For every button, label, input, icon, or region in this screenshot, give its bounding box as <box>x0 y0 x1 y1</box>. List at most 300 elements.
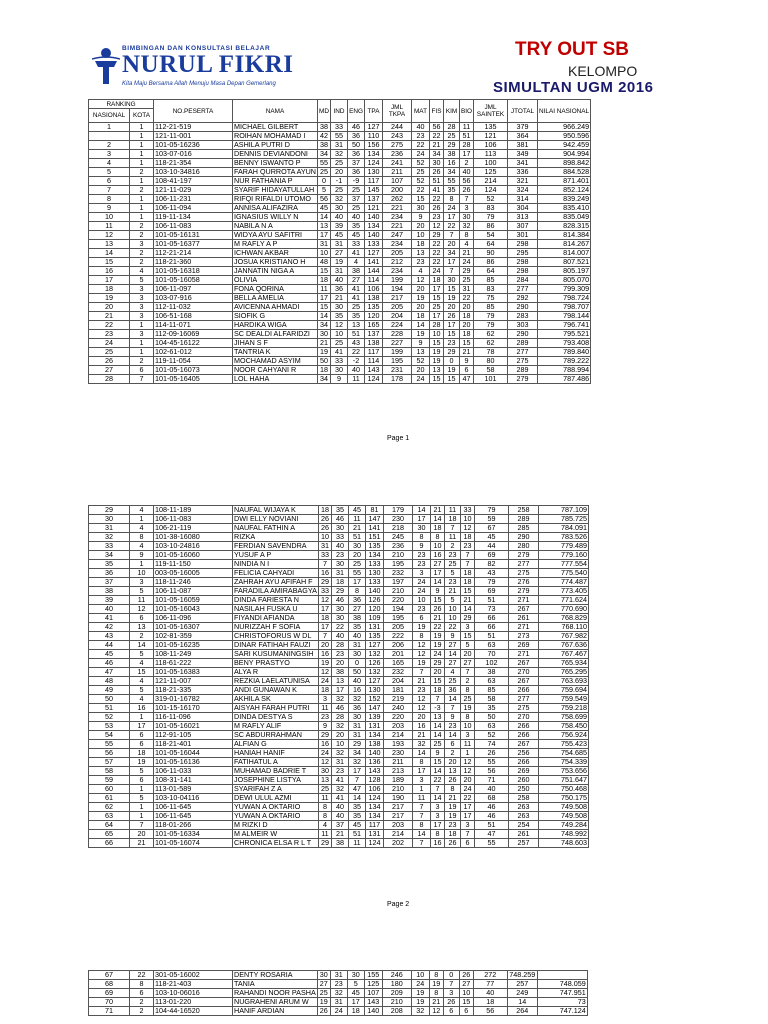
cell-nama: M RAFLY ALIF <box>233 722 319 731</box>
cell-jml-tkpa: 275 <box>383 141 412 150</box>
cell-ind: 20 <box>331 731 348 740</box>
cell-rank-nasional: 61 <box>89 794 130 803</box>
col-tpa: TPA <box>365 100 383 123</box>
cell-rank-kota: 15 <box>130 668 154 677</box>
cell-kim: 7 <box>443 980 459 989</box>
cell-no-peserta: 101-05-16021 <box>154 722 233 731</box>
cell-jml-tkpa: 107 <box>383 177 412 186</box>
cell-jtotal: 275 <box>508 357 538 366</box>
ranking-table-page-1 <box>88 99 591 384</box>
cell-kim: 16 <box>444 159 460 168</box>
table-row <box>89 650 589 659</box>
ranking-rows-page-1 <box>89 123 591 384</box>
cell-rank-kota: 5 <box>130 276 154 285</box>
cell-md: 15 <box>318 267 331 276</box>
cell-no-peserta: 106-11-645 <box>154 812 233 821</box>
cell-mat: 7 <box>412 812 430 821</box>
cell-nilai-nasional: 966.249 <box>538 123 591 132</box>
cell-ind: 21 <box>331 294 348 303</box>
cell-jml-tkpa: 227 <box>383 339 412 348</box>
table-row <box>89 267 591 276</box>
cell-nilai-nasional: 799.309 <box>538 285 591 294</box>
cell-kim: 0 <box>444 357 460 366</box>
cell-fis: 18 <box>430 686 444 695</box>
cell-eng: 41 <box>348 249 365 258</box>
cell-mat: 22 <box>412 186 430 195</box>
cell-fis: 19 <box>430 641 444 650</box>
cell-eng: 34 <box>348 749 365 758</box>
cell-jtotal: 279 <box>508 551 538 560</box>
cell-tpa: 140 <box>365 587 383 596</box>
cell-tpa: 147 <box>365 515 383 524</box>
cell-eng: 17 <box>348 578 365 587</box>
cell-kim: 6 <box>444 740 460 749</box>
cell-ind: 30 <box>331 366 348 375</box>
cell-kim: 3 <box>443 989 459 998</box>
cell-md: 34 <box>318 375 331 384</box>
cell-jtotal: 266 <box>508 722 538 731</box>
cell-rank-kota: 1 <box>130 339 154 348</box>
cell-tpa: 133 <box>365 578 383 587</box>
report-title: TRY OUT SB <box>515 39 630 60</box>
cell-md: 29 <box>318 578 331 587</box>
cell-kim: 17 <box>444 258 460 267</box>
cell-jml-saintek: 58 <box>474 695 508 704</box>
cell-eng: 25 <box>348 204 365 213</box>
cell-jml-saintek: 85 <box>474 276 508 285</box>
cell-nilai-nasional: 750.175 <box>538 794 588 803</box>
cell-nama: AVICENNA AHMADI <box>233 303 318 312</box>
cell-eng: 0 <box>348 659 365 668</box>
cell-jtotal: 267 <box>508 677 538 686</box>
cell-ind: 30 <box>331 204 348 213</box>
table-row <box>89 668 589 677</box>
cell-no-peserta: 101-05-16136 <box>154 758 233 767</box>
cell-md: 16 <box>318 569 331 578</box>
cell-rank-kota: 4 <box>130 677 154 686</box>
cell-jml-tkpa: 224 <box>383 321 412 330</box>
cell-mat: 9 <box>412 542 430 551</box>
cell-eng: 36 <box>348 168 365 177</box>
cell-mat: 12 <box>412 276 430 285</box>
cell-md: 17 <box>318 294 331 303</box>
cell-rank-nasional: 45 <box>89 650 130 659</box>
cell-md: 18 <box>318 366 331 375</box>
cell-kim: 19 <box>444 812 460 821</box>
cell-rank-nasional: 67 <box>89 971 130 980</box>
cell-no-peserta: 106-51-168 <box>154 312 233 321</box>
cell-md: 13 <box>318 776 331 785</box>
cell-fis: 19 <box>430 348 444 357</box>
cell-jml-saintek: 79 <box>474 321 508 330</box>
cell-jtotal: 261 <box>508 614 538 623</box>
cell-bio: 3 <box>460 821 474 830</box>
cell-eng: 40 <box>348 213 365 222</box>
cell-kim: 7 <box>444 524 460 533</box>
cell-jml-saintek: 73 <box>474 605 508 614</box>
cell-mat: 8 <box>412 821 430 830</box>
cell-jml-tkpa: 178 <box>383 375 412 384</box>
cell-rank-kota: 5 <box>130 587 154 596</box>
cell-rank-kota: 1 <box>130 195 154 204</box>
cell-rank-nasional: 28 <box>89 375 130 384</box>
cell-ind: 31 <box>330 998 347 1007</box>
cell-mat: 32 <box>411 1007 429 1016</box>
cell-jml-saintek: 86 <box>474 258 508 267</box>
cell-rank-nasional: 66 <box>89 839 130 848</box>
cell-no-peserta: 108-11-249 <box>154 650 233 659</box>
cell-nilai-nasional: 755.423 <box>538 740 588 749</box>
cell-nilai-nasional: 835.049 <box>538 213 591 222</box>
cell-jml-saintek: 74 <box>474 740 508 749</box>
cell-bio: 15 <box>460 339 474 348</box>
cell-jml-saintek: 62 <box>474 330 508 339</box>
cell-rank-nasional: 59 <box>89 776 130 785</box>
cell-fis: 19 <box>429 980 443 989</box>
cell-nama: AISYAH FARAH PUTRI <box>233 704 319 713</box>
cell-nilai-nasional: 747.124 <box>537 1007 587 1016</box>
table-row <box>89 276 591 285</box>
cell-mat: 12 <box>412 695 430 704</box>
cell-eng: 35 <box>348 623 365 632</box>
col-kota: KOTA <box>130 109 154 123</box>
cell-tpa: 139 <box>365 713 383 722</box>
cell-nama: YUSUF A P <box>233 551 319 560</box>
cell-bio: 12 <box>460 758 474 767</box>
cell-md: 33 <box>318 551 331 560</box>
table-row <box>89 569 589 578</box>
cell-jtotal: 298 <box>508 267 538 276</box>
cell-jml-tkpa: 200 <box>383 186 412 195</box>
cell-mat: 3 <box>412 569 430 578</box>
cell-ind: 36 <box>331 285 348 294</box>
cell-jtotal: 295 <box>508 249 538 258</box>
table-row <box>89 321 591 330</box>
cell-ind: 32 <box>331 695 348 704</box>
cell-no-peserta: 103-10-06016 <box>154 989 233 998</box>
cell-mat: 10 <box>412 596 430 605</box>
cell-rank-kota: 22 <box>130 971 154 980</box>
cell-rank-kota: 4 <box>130 524 154 533</box>
cell-ind: 20 <box>331 659 348 668</box>
cell-eng: 7 <box>348 776 365 785</box>
cell-eng: 30 <box>348 713 365 722</box>
cell-jml-saintek: 63 <box>474 641 508 650</box>
cell-jml-tkpa: 245 <box>383 533 412 542</box>
cell-fis: 10 <box>430 330 444 339</box>
cell-eng: 33 <box>348 240 365 249</box>
cell-jml-tkpa: 210 <box>383 785 412 794</box>
cell-jml-tkpa: 210 <box>383 587 412 596</box>
cell-jml-tkpa: 214 <box>383 731 412 740</box>
cell-eng: 36 <box>348 704 365 713</box>
cell-rank-kota: 1 <box>130 177 154 186</box>
cell-no-peserta: 108-41-197 <box>154 177 233 186</box>
cell-bio: 51 <box>460 132 474 141</box>
cell-jml-tkpa: 194 <box>383 605 412 614</box>
cell-tpa: 117 <box>365 348 383 357</box>
cell-jml-saintek: 101 <box>474 375 508 384</box>
cell-fis: 9 <box>430 749 444 758</box>
cell-eng: 38 <box>348 267 365 276</box>
cell-mat: 18 <box>412 312 430 321</box>
cell-jtotal: 290 <box>508 330 538 339</box>
cell-ind: 25 <box>331 159 348 168</box>
cell-nilai-nasional: 770.690 <box>538 605 588 614</box>
cell-mat: 22 <box>412 141 430 150</box>
cell-rank-kota: 1 <box>130 321 154 330</box>
cell-rank-kota: 1 <box>130 159 154 168</box>
cell-bio: 47 <box>460 375 474 384</box>
cell-jml-tkpa: 195 <box>383 560 412 569</box>
cell-kim: 20 <box>444 240 460 249</box>
cell-kim: 23 <box>444 821 460 830</box>
cell-tpa: 106 <box>365 285 383 294</box>
cell-jml-tkpa: 210 <box>383 551 412 560</box>
cell-kim: 26 <box>444 776 460 785</box>
cell-md: 18 <box>318 614 331 623</box>
cell-mat: 20 <box>412 303 430 312</box>
cell-rank-nasional: 57 <box>89 758 130 767</box>
cell-kim: 11 <box>444 506 460 515</box>
cell-md: 29 <box>318 839 331 848</box>
cell-kim: 15 <box>444 285 460 294</box>
cell-jml-saintek: 85 <box>474 686 508 695</box>
cell-md: 25 <box>318 168 331 177</box>
cell-jml-tkpa: 195 <box>383 614 412 623</box>
cell-ind: 23 <box>330 980 347 989</box>
cell-bio: 20 <box>460 303 474 312</box>
cell-tpa: 165 <box>365 321 383 330</box>
cell-ind: 13 <box>331 677 348 686</box>
cell-jml-saintek: 64 <box>474 240 508 249</box>
cell-mat: 17 <box>412 767 430 776</box>
cell-rank-kota: 6 <box>130 989 154 998</box>
cell-no-peserta: 113-01-589 <box>154 785 233 794</box>
cell-rank-nasional: 53 <box>89 722 130 731</box>
cell-mat: 20 <box>412 222 430 231</box>
cell-ind: 31 <box>331 758 348 767</box>
cell-eng: 31 <box>348 731 365 740</box>
table-row <box>89 168 591 177</box>
cell-kim: 29 <box>444 141 460 150</box>
cell-fis: 16 <box>430 839 444 848</box>
cell-ind: 25 <box>331 339 348 348</box>
cell-nilai-nasional: 748.059 <box>537 980 587 989</box>
cell-rank-nasional: 14 <box>89 249 130 258</box>
cell-bio: 5 <box>460 641 474 650</box>
cell-ind: 41 <box>331 776 348 785</box>
cell-mat: 14 <box>412 830 430 839</box>
cell-nilai-nasional: 758.450 <box>538 722 588 731</box>
cell-jml-saintek: 44 <box>474 542 508 551</box>
cell-fis: 24 <box>430 267 444 276</box>
cell-rank-kota: 2 <box>130 249 154 258</box>
cell-kim: 38 <box>444 150 460 159</box>
table-row <box>89 348 591 357</box>
cell-eng: 50 <box>348 668 365 677</box>
cell-mat: 23 <box>412 605 430 614</box>
cell-no-peserta: 112-09-16069 <box>154 330 233 339</box>
table-row <box>89 749 589 758</box>
cell-no-peserta: 119-11-134 <box>154 213 233 222</box>
cell-fis: 28 <box>430 321 444 330</box>
cell-tpa: 143 <box>364 998 382 1007</box>
cell-no-peserta: 101-05-16318 <box>154 267 233 276</box>
cell-tpa: 151 <box>365 533 383 542</box>
cell-kim: 5 <box>444 596 460 605</box>
cell-ind: 24 <box>330 1007 347 1016</box>
cell-no-peserta: 101-05-16074 <box>154 839 233 848</box>
cell-jml-saintek: 100 <box>474 159 508 168</box>
cell-rank-kota: 5 <box>130 650 154 659</box>
cell-eng: 30 <box>348 542 365 551</box>
cell-nama: NUGRAHENI ARUM W <box>233 998 318 1007</box>
cell-jml-saintek: 63 <box>474 722 508 731</box>
cell-tpa: 134 <box>365 812 383 821</box>
cell-jml-tkpa: 209 <box>382 989 411 998</box>
cell-nama: DENTY ROSARIA <box>233 971 318 980</box>
cell-rank-nasional: 52 <box>89 713 130 722</box>
cell-ind: 22 <box>331 623 348 632</box>
cell-mat: 9 <box>412 213 430 222</box>
cell-jml-saintek: 214 <box>474 177 508 186</box>
cell-md: 30 <box>318 330 331 339</box>
cell-fis: 17 <box>430 312 444 321</box>
cell-nilai-nasional: 747.951 <box>537 989 587 998</box>
cell-ind: 33 <box>331 357 348 366</box>
cell-nama: RIFQI RIFALDI UTOMO <box>233 195 318 204</box>
cell-fis: 22 <box>430 776 444 785</box>
cell-bio: 2 <box>460 159 474 168</box>
cell-fis: 8 <box>429 989 443 998</box>
table-row <box>89 731 589 740</box>
cell-rank-kota: 17 <box>130 722 154 731</box>
cell-bio: 17 <box>460 803 474 812</box>
cell-md: 31 <box>318 240 331 249</box>
cell-jtotal: 277 <box>508 695 538 704</box>
cell-mat: 24 <box>411 980 429 989</box>
cell-ind: 31 <box>331 141 348 150</box>
cell-rank-kota: 6 <box>130 731 154 740</box>
cell-md: 20 <box>318 641 331 650</box>
cell-bio: 6 <box>460 839 474 848</box>
cell-eng: 45 <box>347 989 364 998</box>
cell-tpa: 106 <box>365 785 383 794</box>
cell-tpa: 130 <box>365 686 383 695</box>
cell-nama: SC ABDURRAHMAN <box>233 731 319 740</box>
cell-rank-nasional: 58 <box>89 767 130 776</box>
cell-jml-tkpa: 181 <box>383 686 412 695</box>
cell-no-peserta: 301-05-16002 <box>154 971 233 980</box>
cell-tpa: 131 <box>365 830 383 839</box>
col-fis: FIS <box>430 100 444 123</box>
cell-no-peserta: 106-21-119 <box>154 524 233 533</box>
cell-eng: 51 <box>348 330 365 339</box>
cell-fis: 8 <box>430 830 444 839</box>
cell-rank-kota: 4 <box>130 695 154 704</box>
cell-md: 9 <box>318 722 331 731</box>
cell-nama: FELICIA CAHYADI <box>233 569 319 578</box>
cell-tpa: 134 <box>365 150 383 159</box>
table-row <box>89 830 589 839</box>
cell-eng: 41 <box>348 285 365 294</box>
cell-rank-nasional: 63 <box>89 812 130 821</box>
cell-nilai-nasional: 779.160 <box>538 551 588 560</box>
cell-eng: 11 <box>348 515 365 524</box>
cell-eng: 37 <box>348 195 365 204</box>
cell-jml-saintek: 90 <box>474 249 508 258</box>
cell-bio: 3 <box>460 204 474 213</box>
cell-rank-nasional: 50 <box>89 695 130 704</box>
cell-jml-saintek: 113 <box>474 150 508 159</box>
cell-rank-kota: 2 <box>130 168 154 177</box>
cell-nama: FATIHATUL A <box>233 758 319 767</box>
table-row <box>89 357 591 366</box>
logo-name: NURUL FIKRI <box>122 51 294 78</box>
cell-rank-nasional: 70 <box>89 998 130 1007</box>
cell-ind: -1 <box>331 177 348 186</box>
cell-tpa: 127 <box>365 641 383 650</box>
cell-nama: CHRISTOFORUS W DL <box>233 632 319 641</box>
cell-rank-nasional: 56 <box>89 749 130 758</box>
cell-jtotal: 269 <box>508 767 538 776</box>
cell-md: 18 <box>318 686 331 695</box>
cell-eng: 32 <box>348 758 365 767</box>
cell-bio: 27 <box>460 659 474 668</box>
cell-jml-tkpa: 231 <box>383 366 412 375</box>
table-row <box>89 722 589 731</box>
cell-jtotal: 254 <box>508 821 538 830</box>
cell-nilai-nasional: 777.554 <box>538 560 588 569</box>
cell-nama: NABILA N A <box>233 222 318 231</box>
cell-md: 10 <box>318 533 331 542</box>
cell-jtotal: 250 <box>508 785 538 794</box>
cell-no-peserta: 108-31-141 <box>154 776 233 785</box>
cell-nilai-nasional: 904.994 <box>538 150 591 159</box>
cell-jml-saintek: 79 <box>474 506 508 515</box>
cell-jml-tkpa: 220 <box>383 713 412 722</box>
cell-rank-kota: 6 <box>130 776 154 785</box>
cell-md: 24 <box>318 749 331 758</box>
cell-bio: 56 <box>460 177 474 186</box>
cell-rank-kota: 2 <box>130 357 154 366</box>
cell-jml-saintek: 50 <box>474 713 508 722</box>
cell-jtotal: 269 <box>508 641 538 650</box>
table-row <box>89 515 589 524</box>
cell-ind: 39 <box>331 222 348 231</box>
cell-mat: 15 <box>412 195 430 204</box>
cell-no-peserta: 118-01-266 <box>154 821 233 830</box>
cell-nilai-nasional: 759.694 <box>538 686 588 695</box>
cell-mat: 9 <box>412 339 430 348</box>
cell-kim: 4 <box>444 668 460 677</box>
cell-rank-kota: 4 <box>130 542 154 551</box>
cell-fis: 10 <box>430 542 444 551</box>
col-kim: KIM <box>444 100 460 123</box>
cell-mat: 4 <box>412 267 430 276</box>
cell-md: 5 <box>318 186 331 195</box>
cell-jml-saintek: 83 <box>474 204 508 213</box>
cell-nilai-nasional: 787.486 <box>538 375 591 384</box>
cell-nilai-nasional <box>537 971 587 980</box>
cell-rank-kota: 1 <box>130 123 154 132</box>
cell-jtotal: 276 <box>508 578 538 587</box>
cell-nama: DINDA FARIESTA N <box>233 596 319 605</box>
cell-jtotal: 257 <box>507 980 537 989</box>
cell-nilai-nasional: 942.459 <box>538 141 591 150</box>
cell-fis: -3 <box>430 704 444 713</box>
